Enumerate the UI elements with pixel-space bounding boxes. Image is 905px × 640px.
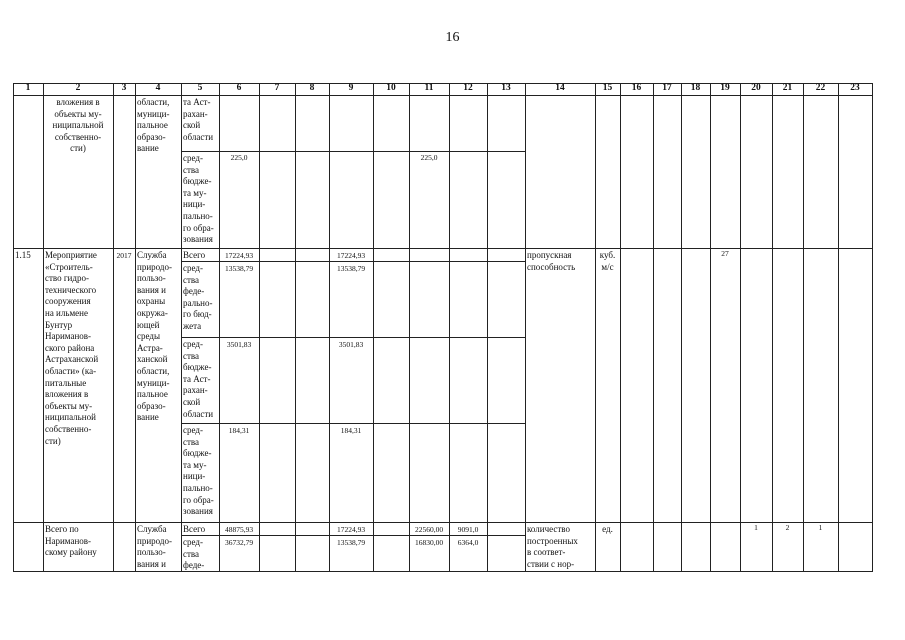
header-col-19: 19 bbox=[720, 83, 730, 93]
block-b-executor: Служба природо- пользо- вания и охраны окружа- ющей среды Астра- ханской области, муници- пальное образо- вание bbox=[137, 250, 172, 423]
block-c-indicator: количество построенных в соответ- ствии с нор- bbox=[527, 524, 578, 569]
block-b-year: 2017 bbox=[116, 251, 132, 260]
header-col-8: 8 bbox=[309, 83, 315, 93]
block-c-total-col9: 17224,93 bbox=[336, 525, 366, 534]
header-col-21: 21 bbox=[782, 83, 793, 93]
header-col-14: 14 bbox=[555, 83, 565, 93]
block-a-source-regional: та Аст- рахан- ской области bbox=[183, 97, 214, 142]
header-col-12: 12 bbox=[463, 83, 473, 93]
block-b-municipal-col6: 184,31 bbox=[228, 426, 250, 435]
block-c-total-col12: 9091,0 bbox=[457, 525, 479, 534]
block-b-regional-col9: 3501,83 bbox=[338, 340, 364, 349]
header-col-13: 13 bbox=[501, 83, 511, 93]
block-c-total-label: Всего bbox=[183, 524, 206, 534]
header-col-11: 11 bbox=[424, 83, 434, 93]
page-number: 16 bbox=[445, 30, 460, 45]
block-c-col22-value: 1 bbox=[818, 523, 823, 532]
block-c-federal-col9: 13538,79 bbox=[336, 538, 366, 547]
block-c-federal-label: сред- ства феде- bbox=[183, 537, 205, 571]
block-c-federal-col11: 16830,00 bbox=[414, 538, 444, 547]
header-col-4: 4 bbox=[155, 83, 161, 93]
block-b-indicator: пропускная способность bbox=[527, 250, 576, 272]
block-a-col6-value: 225,0 bbox=[230, 153, 248, 162]
block-a-col11-value: 225,0 bbox=[420, 153, 438, 162]
block-b-municipal-label: сред- ства бюдже- та му- ници- пально- го обра- зования bbox=[183, 425, 214, 517]
header-col-3: 3 bbox=[121, 83, 127, 93]
block-c-description: Всего по Нариманов- скому району bbox=[45, 524, 97, 558]
header-col-17: 17 bbox=[662, 83, 672, 93]
block-b-regional-col6: 3501,83 bbox=[226, 340, 252, 349]
block-b-municipal-col9: 184,31 bbox=[340, 426, 362, 435]
header-col-2: 2 bbox=[75, 83, 81, 93]
header-col-7: 7 bbox=[274, 83, 280, 93]
header-col-16: 16 bbox=[631, 83, 642, 93]
header-col-20: 20 bbox=[751, 83, 761, 93]
header-col-15: 15 bbox=[602, 83, 613, 93]
row-number: 1.15 bbox=[15, 250, 31, 260]
block-c-col21-value: 2 bbox=[785, 523, 790, 532]
block-c-unit: ед. bbox=[602, 524, 613, 534]
block-b-description: Мероприятие «Строитель- ство гидро- технического сооружения на ильмене Бунтур Нариманов- ского района Астраханской области» (ка- питальные вложения в объекты му- ниципальной собственно- сти) bbox=[45, 250, 99, 446]
block-b-total-label: Всего bbox=[183, 250, 206, 260]
header-col-1: 1 bbox=[25, 83, 31, 93]
block-b-federal-col6: 13538,79 bbox=[224, 264, 254, 273]
header-col-18: 18 bbox=[690, 83, 701, 93]
block-b-regional-label: сред- ства бюдже- та Аст- рахан- ской области bbox=[183, 339, 214, 419]
block-a-executor: области, муници- пальное образо- вание bbox=[137, 97, 170, 154]
block-c-federal-col6: 36732,79 bbox=[224, 538, 254, 547]
block-b-federal-label: сред- ства феде- рально- го бюд- жета bbox=[183, 263, 213, 331]
header-col-22: 22 bbox=[815, 83, 826, 93]
budget-table bbox=[13, 83, 873, 572]
block-c-federal-col12: 6364,0 bbox=[457, 538, 479, 547]
header-col-10: 10 bbox=[386, 83, 396, 93]
block-c-total-col6: 48875,93 bbox=[224, 525, 254, 534]
header-col-5: 5 bbox=[197, 83, 203, 93]
block-b-unit: куб. м/с bbox=[599, 250, 616, 272]
header-col-9: 9 bbox=[348, 83, 354, 93]
block-c-col20-value: 1 bbox=[754, 523, 758, 532]
block-a-source-municipal: сред- ства бюдже- та му- ници- пально- го обра- зования bbox=[183, 153, 214, 245]
block-b-federal-col9: 13538,79 bbox=[336, 264, 366, 273]
block-b-total-col9: 17224,93 bbox=[336, 251, 366, 260]
header-col-6: 6 bbox=[236, 83, 242, 93]
block-c-total-col11: 22560,00 bbox=[414, 525, 444, 534]
block-b-col19-value: 27 bbox=[721, 249, 729, 258]
block-b-total-col6: 17224,93 bbox=[224, 251, 254, 260]
block-a-description: вложения в объекты му- ниципальной собственно- сти) bbox=[52, 97, 104, 154]
header-col-23: 23 bbox=[850, 83, 860, 93]
block-c-executor: Служба природо- пользо- вания и bbox=[137, 524, 172, 569]
